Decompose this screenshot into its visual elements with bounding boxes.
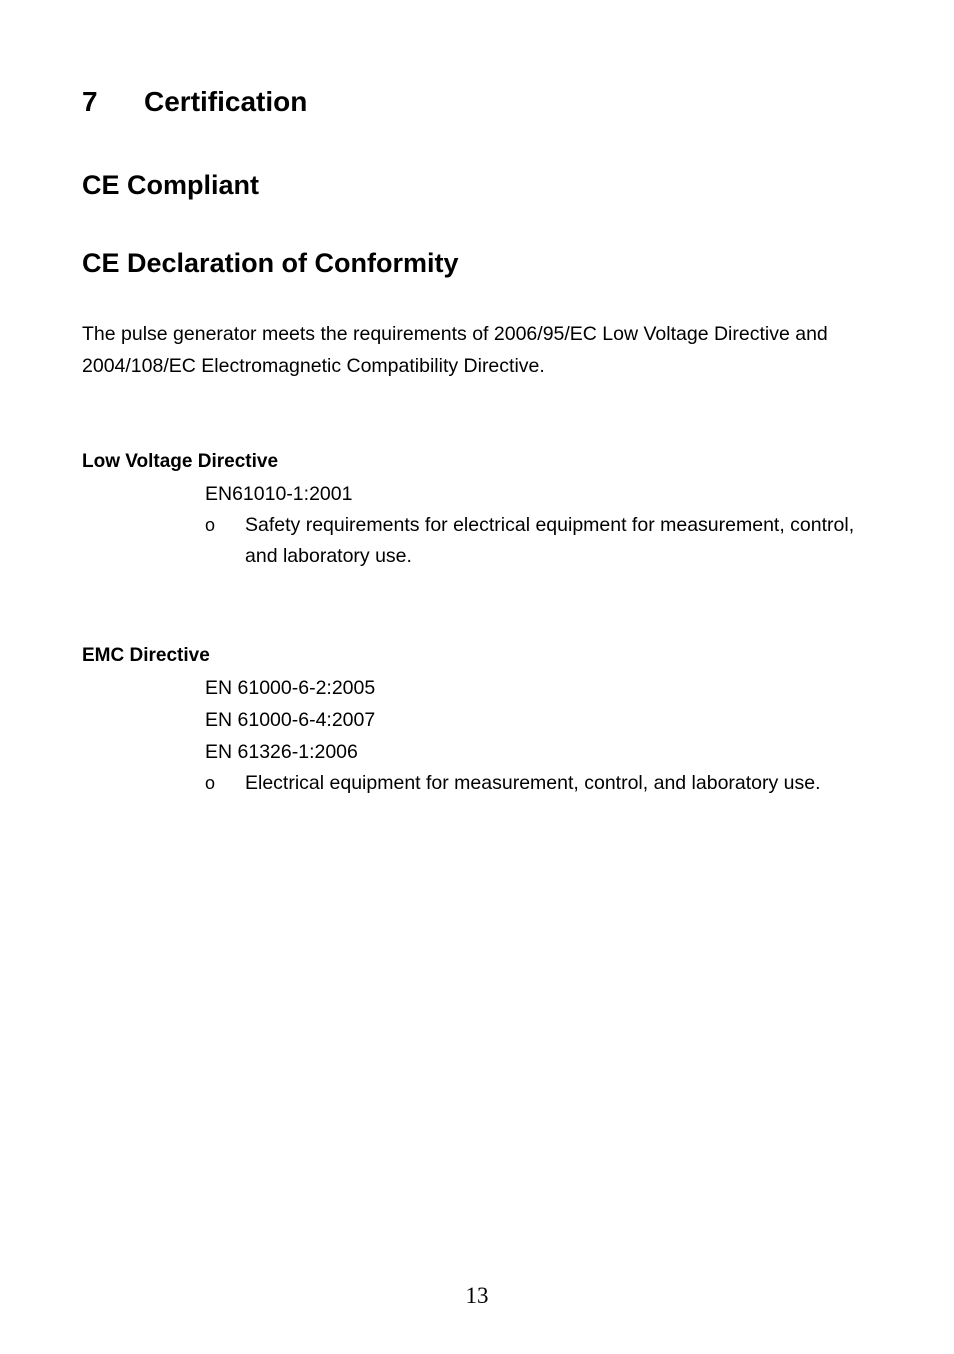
emc-standard: EN 61326-1:2006 bbox=[205, 741, 358, 763]
page-number: 13 bbox=[465, 1283, 489, 1308]
chapter-title: Certification bbox=[144, 86, 308, 117]
emc-directive-title: EMC Directive bbox=[82, 645, 210, 666]
emc-standard: EN 61000-6-4:2007 bbox=[205, 709, 376, 731]
emc-bullet bbox=[205, 768, 905, 799]
emc-note: Electrical equipment for measurement, control, and laboratory use. bbox=[245, 772, 821, 794]
low-voltage-bullet bbox=[205, 510, 905, 572]
low-voltage-note: Safety requirements for electrical equipment for measurement, control, and laboratory use. bbox=[245, 514, 855, 567]
low-voltage-directive-title: Low Voltage Directive bbox=[82, 451, 279, 472]
bullet-marker: o bbox=[205, 515, 216, 535]
chapter-heading bbox=[82, 84, 307, 120]
ce-declaration-heading: CE Declaration of Conformity bbox=[82, 248, 459, 278]
chapter-number: 7 bbox=[82, 86, 98, 117]
bullet-marker: o bbox=[205, 773, 216, 793]
ce-compliant-heading: CE Compliant bbox=[82, 170, 260, 200]
intro-paragraph: The pulse generator meets the requirements of 2006/95/EC Low Voltage Directive and 2004/108/EC Electromagnetic Compatibility Directive. bbox=[82, 323, 828, 377]
emc-standard: EN 61000-6-2:2005 bbox=[205, 677, 376, 699]
low-voltage-standard: EN61010-1:2001 bbox=[205, 483, 353, 505]
